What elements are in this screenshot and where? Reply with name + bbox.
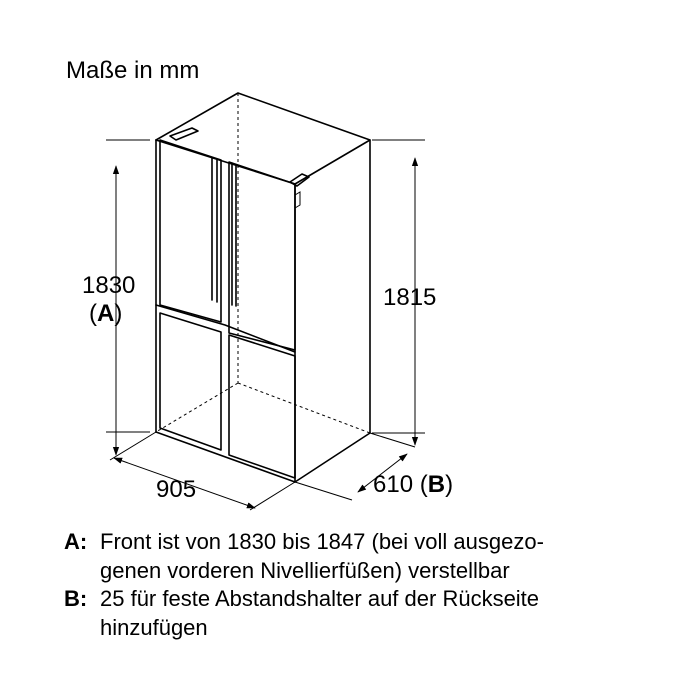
fridge-drawing (156, 93, 370, 482)
spacer-right (290, 174, 309, 186)
units-title: Maße in mm (66, 57, 200, 84)
footnote-b-line-2: hinzufügen (100, 614, 208, 640)
lower-right-drawer (229, 335, 295, 478)
left-handle (212, 158, 217, 302)
upper-right-door (229, 162, 295, 350)
footnote-a-line-2: genen vorderen Nivellierfüßen) verstellbar (100, 557, 510, 583)
height-left-value: 1830 (82, 272, 136, 299)
footnote-a-line-1: Front ist von 1830 bis 1847 (bei voll ausgezo- (100, 529, 544, 554)
footnote-b-key: B: (64, 586, 88, 611)
depth-tag-letter: B (427, 471, 446, 498)
height-left-tag: (A) (89, 300, 123, 327)
footnote-a-text (100, 528, 694, 585)
height-left-tag-letter: A (97, 300, 115, 327)
footnote-b-text (100, 585, 694, 642)
width-value: 905 (156, 476, 197, 503)
footnote-a (64, 528, 694, 585)
lower-left-drawer (160, 313, 221, 450)
footnote-b (64, 585, 694, 642)
right-back-edge (295, 140, 370, 482)
footnotes (64, 528, 694, 642)
hidden-edges (156, 93, 370, 433)
depth-value: 610 (373, 471, 414, 498)
top-outline (156, 93, 370, 184)
footnote-b-line-1: 25 für feste Abstandshalter auf der Rückseite (100, 586, 540, 611)
dimension-height-left (82, 140, 150, 455)
height-right-value: 1815 (383, 284, 437, 311)
depth-label: 610 (B) (373, 471, 454, 498)
dimension-height-right (372, 140, 436, 445)
footnote-a-key: A: (64, 529, 88, 554)
right-handle (232, 163, 236, 306)
